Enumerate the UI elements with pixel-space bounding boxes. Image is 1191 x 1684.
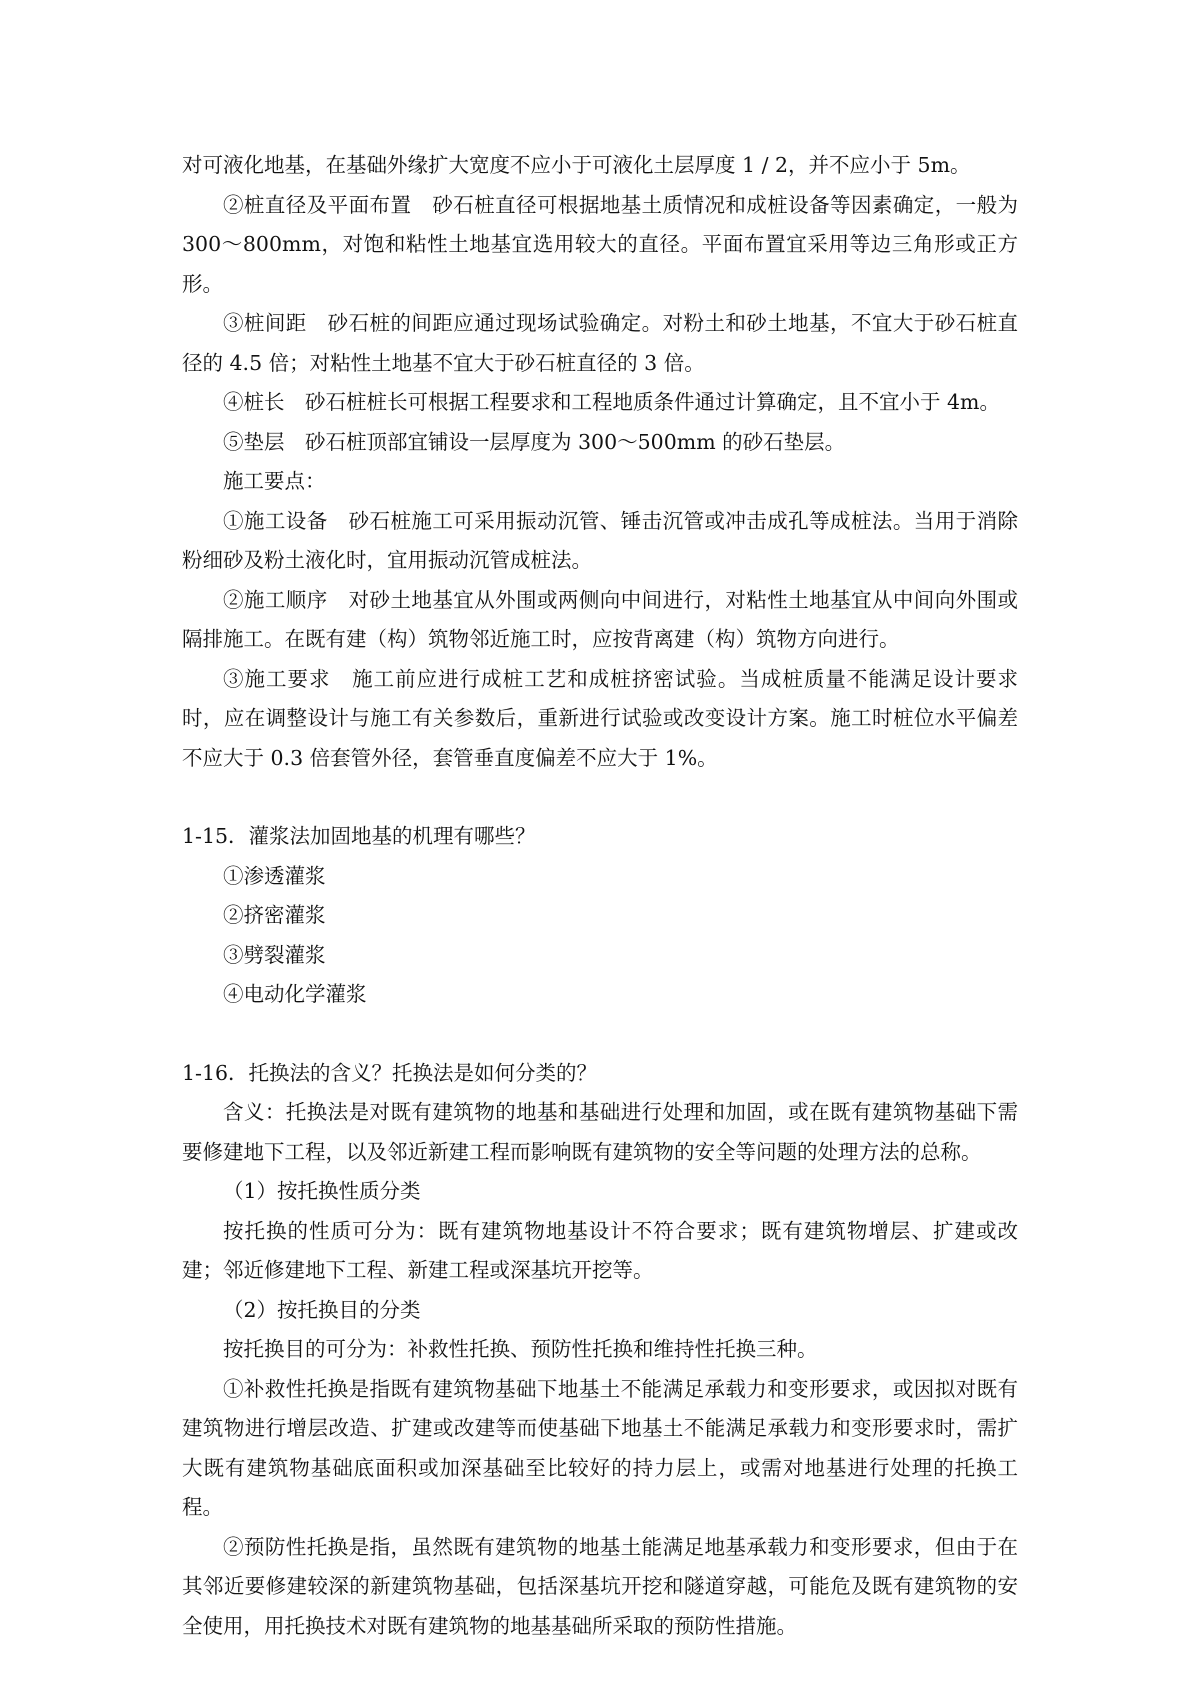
paragraph-underpinning-definition: 含义：托换法是对既有建筑物的地基和基础进行处理和加固，或在既有建筑物基础下需要修建地下工程，以及邻近新建工程而影响既有建筑物的安全等问题的处理方法的总称。: [182, 1100, 1018, 1164]
paragraph-by-purpose: 按托换目的可分为：补救性托换、预防性托换和维持性托换三种。: [223, 1337, 818, 1361]
subheading-by-nature: （1）按托换性质分类: [223, 1179, 421, 1203]
list-item-fracture-grouting: ③劈裂灌浆: [223, 942, 326, 967]
list-item-permeation-grouting: ①渗透灌浆: [223, 863, 326, 888]
question-1-16-title: 1-16．托换法的含义？托换法是如何分类的？: [182, 1060, 598, 1085]
paragraph-pile-diameter: ②桩直径及平面布置 砂石桩直径可根据地基土质情况和成桩设备等因素确定，一般为 300～800mm，对饱和粘性土地基宜选用较大的直径。平面布置宜采用等边三角形或正方形。: [182, 192, 1018, 296]
section-gap: [182, 778, 1018, 817]
paragraph-cushion-layer: ⑤垫层 砂石桩顶部宜铺设一层厚度为 300～500mm 的砂石垫层。: [223, 429, 846, 454]
paragraph-pile-length: ④桩长 砂石桩桩长可根据工程要求和工程地质条件通过计算确定，且不宜小于 4m。: [223, 390, 1000, 414]
paragraph-construction-sequence: ②施工顺序 对砂土地基宜从外围或两侧向中间进行，对粘性土地基宜从中间向外围或隔排施工。在既有建（构）筑物邻近施工时，应按背离建（构）筑物方向进行。: [182, 587, 1018, 651]
paragraph-by-nature: 按托换的性质可分为：既有建筑物地基设计不符合要求；既有建筑物增层、扩建或改建；邻近修建地下工程、新建工程或深基坑开挖等。: [182, 1218, 1018, 1282]
question-1-15-title: 1-15．灌浆法加固地基的机理有哪些？: [182, 824, 536, 848]
list-item-electrochemical-grouting: ④电动化学灌浆: [223, 982, 367, 1006]
heading-construction-points: 施工要点：: [223, 469, 326, 493]
paragraph-liquefaction-width: 对可液化地基，在基础外缘扩大宽度不应小于可液化土层厚度 1 / 2，并不应小于 5m。: [182, 153, 971, 177]
paragraph-construction-equipment: ①施工设备 砂石桩施工可采用振动沉管、锤击沉管或冲击成孔等成桩法。当用于消除粉细砂及粉土液化时，宜用振动沉管成桩法。: [182, 508, 1018, 572]
paragraph-pile-spacing: ③桩间距 砂石桩的间距应通过现场试验确定。对粉土和砂土地基，不宜大于砂石桩直径的 4.5 倍；对粘性土地基不宜大于砂石桩直径的 3 倍。: [182, 311, 1018, 375]
section-gap: [182, 1015, 1018, 1054]
document-page: [182, 146, 1018, 1646]
paragraph-remedial-underpinning: ①补救性托换是指既有建筑物基础下地基土不能满足承载力和变形要求，或因拟对既有建筑物进行增层改造、扩建或改建等而使基础下地基土不能满足承载力和变形要求时，需扩大既有建筑物基础底面积或加深基础至比较好的持力层上，或需对地基进行处理的托换工程。: [182, 1376, 1018, 1519]
list-item-compaction-grouting: ②挤密灌浆: [223, 903, 326, 927]
paragraph-preventive-underpinning: ②预防性托换是指，虽然既有建筑物的地基土能满足地基承载力和变形要求，但由于在其邻近要修建较深的新建筑物基础，包括深基坑开挖和隧道穿越，可能危及既有建筑物的安全使用，用托换技术对既有建筑物的地基基础所采取的预防性措施。: [182, 1534, 1018, 1638]
subheading-by-purpose: （2）按托换目的分类: [223, 1297, 421, 1322]
paragraph-construction-requirements: ③施工要求 施工前应进行成桩工艺和成桩挤密试验。当成桩质量不能满足设计要求时，应在调整设计与施工有关参数后，重新进行试验或改变设计方案。施工时桩位水平偏差不应大于 0.3 倍套管外径，套管垂直度偏差不应大于 1%。: [182, 666, 1018, 770]
